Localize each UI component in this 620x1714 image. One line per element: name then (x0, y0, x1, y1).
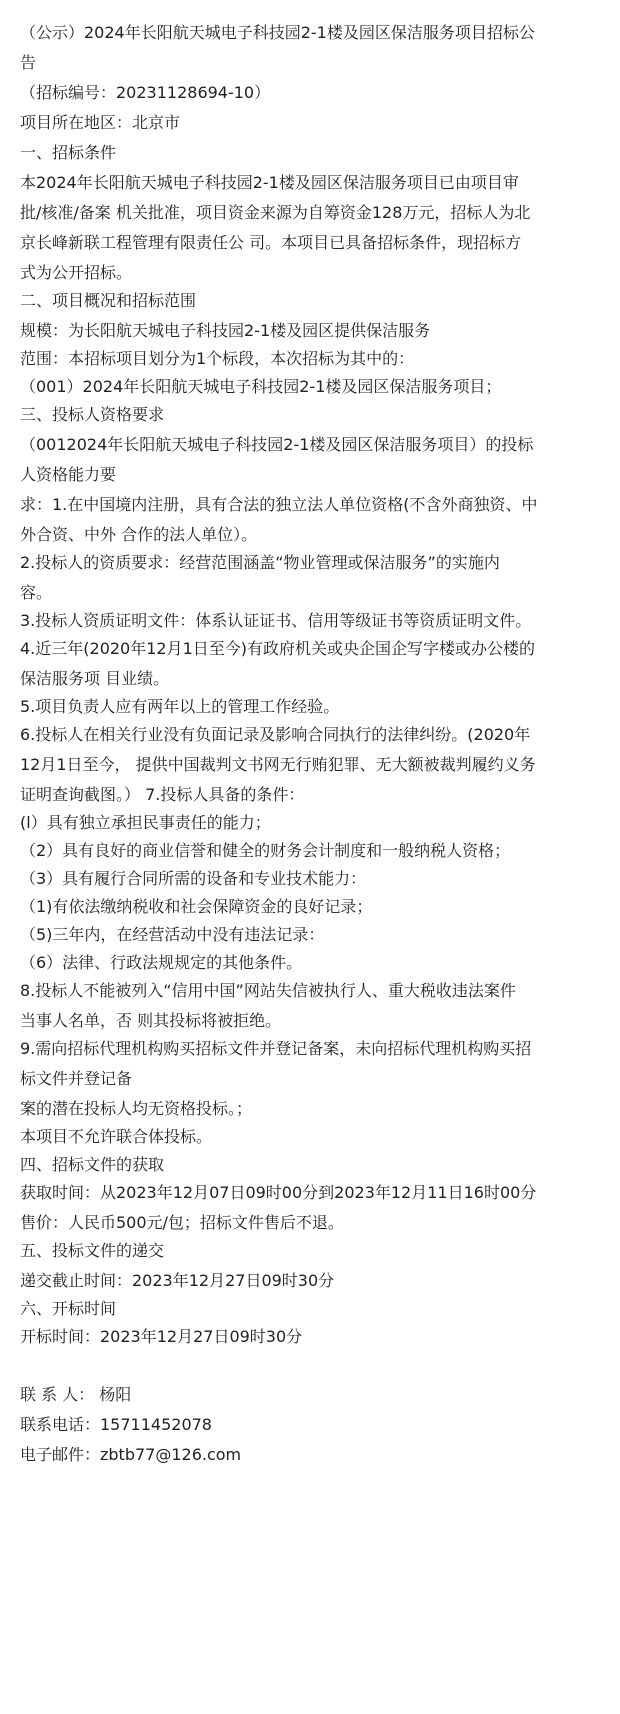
qualification-line: 外合资、中外 合作的法人单位）。 (20, 525, 258, 544)
qualification-line: 标文件并登记备 (20, 1069, 133, 1088)
qualification-line: （1)有依法缴纳税收和社会保障资金的良好记录； (20, 897, 373, 916)
qualification-line: 本项目不允许联合体投标。 (20, 1127, 213, 1146)
section-heading-qualifications: 三、投标人资格要求 (20, 405, 165, 424)
section-heading-submission: 五、投标文件的递交 (20, 1241, 165, 1260)
qualification-line: （5)三年内，在经营活动中没有违法记录： (20, 925, 325, 944)
qualification-line: （2）具有良好的商业信誉和健全的财务会计制度和一般纳税人资格； (20, 841, 511, 860)
conditions-paragraph-line: 本2024年长阳航天城电子科技园2-1楼及园区保洁服务项目已由项目审 (20, 173, 519, 192)
qualification-line: 当事人名单，否 则其投标将被拒绝。 (20, 1011, 282, 1030)
conditions-paragraph-line: 式为公开招标。 (20, 263, 133, 282)
documents-price: 售价：人民币500元/包；招标文件售后不退。 (20, 1213, 344, 1232)
qualification-line: 人资格能力要 (20, 465, 117, 484)
title-line-2: 告 (20, 53, 37, 72)
qualification-line: 4.近三年(2020年12月1日至今)有政府机关或央企国企写字楼或办公楼的 (20, 639, 536, 658)
qualification-line: 容。 (20, 583, 53, 602)
bid-number: （招标编号：20231128694-10） (20, 83, 271, 102)
documents-time: 获取时间：从2023年12月07日09时00分到2023年12月11日16时00分 (20, 1183, 537, 1202)
qualification-line: （3）具有履行合同所需的设备和专业技术能力： (20, 869, 367, 888)
qualification-line: （0012024年长阳航天城电子科技园2-1楼及园区保洁服务项目）的投标 (20, 435, 534, 454)
project-scale: 规模：为长阳航天城电子科技园2-1楼及园区提供保洁服务 (20, 321, 431, 340)
qualification-line: 8.投标人不能被列入“信用中国”网站失信被执行人、重大税收违法案件 (20, 981, 516, 1000)
qualification-line: 6.投标人在相关行业没有负面记录及影响合同执行的法律纠纷。(2020年 (20, 725, 531, 744)
contact-person: 联 系 人： 杨阳 (20, 1385, 132, 1404)
opening-time: 开标时间：2023年12月27日09时30分 (20, 1327, 303, 1346)
qualification-line: （6）法律、行政法规规定的其他条件。 (20, 953, 303, 972)
qualification-line: 求：1.在中国境内注册，具有合法的独立法人单位资格(不含外商独资、中 (20, 495, 538, 514)
project-lot: （001）2024年长阳航天城电子科技园2-1楼及园区保洁服务项目； (20, 377, 502, 396)
qualification-line: 保洁服务项 目业绩。 (20, 669, 170, 688)
qualification-line: (l）具有独立承担民事责任的能力； (20, 813, 271, 832)
qualification-line: 3.投标人资质证明文件：体系认证证书、信用等级证书等资质证明文件。 (20, 611, 532, 630)
qualification-line: 2.投标人的资质要求：经营范围涵盖“物业管理或保洁服务”的实施内 (20, 553, 500, 572)
qualification-line: 案的潜在投标人均无资格投标。； (20, 1099, 253, 1118)
contact-email: 电子邮件：zbtb77@126.com (20, 1445, 242, 1464)
qualification-line: 5.项目负责人应有两年以上的管理工作经验。 (20, 697, 340, 716)
project-scope: 范围：本招标项目划分为1个标段，本次招标为其中的： (20, 349, 415, 368)
project-region: 项目所在地区：北京市 (20, 113, 181, 132)
section-heading-conditions: 一、招标条件 (20, 143, 117, 162)
qualification-line: 9.需向招标代理机构购买招标文件并登记备案，未向招标代理机构购买招 (20, 1039, 532, 1058)
section-heading-documents: 四、招标文件的获取 (20, 1155, 165, 1174)
section-heading-opening: 六、开标时间 (20, 1299, 117, 1318)
submission-deadline: 递交截止时间：2023年12月27日09时30分 (20, 1271, 335, 1290)
conditions-paragraph-line: 批/核准/备案 机关批准，项目资金来源为自筹资金128万元，招标人为北 (20, 203, 531, 222)
qualification-line: 12月1日至今， 提供中国裁判文书网无行贿犯罪、无大额被裁判履约义务 (20, 755, 536, 774)
section-heading-overview: 二、项目概况和招标范围 (20, 291, 197, 310)
qualification-line: 证明查询截图。） 7.投标人具备的条件： (20, 785, 305, 804)
title-line-1: （公示）2024年长阳航天城电子科技园2-1楼及园区保洁服务项目招标公 (20, 23, 535, 42)
conditions-paragraph-line: 京长峰新联工程管理有限责任公 司。本项目已具备招标条件，现招标方 (20, 233, 522, 252)
contact-phone: 联系电话：15711452078 (20, 1415, 212, 1434)
